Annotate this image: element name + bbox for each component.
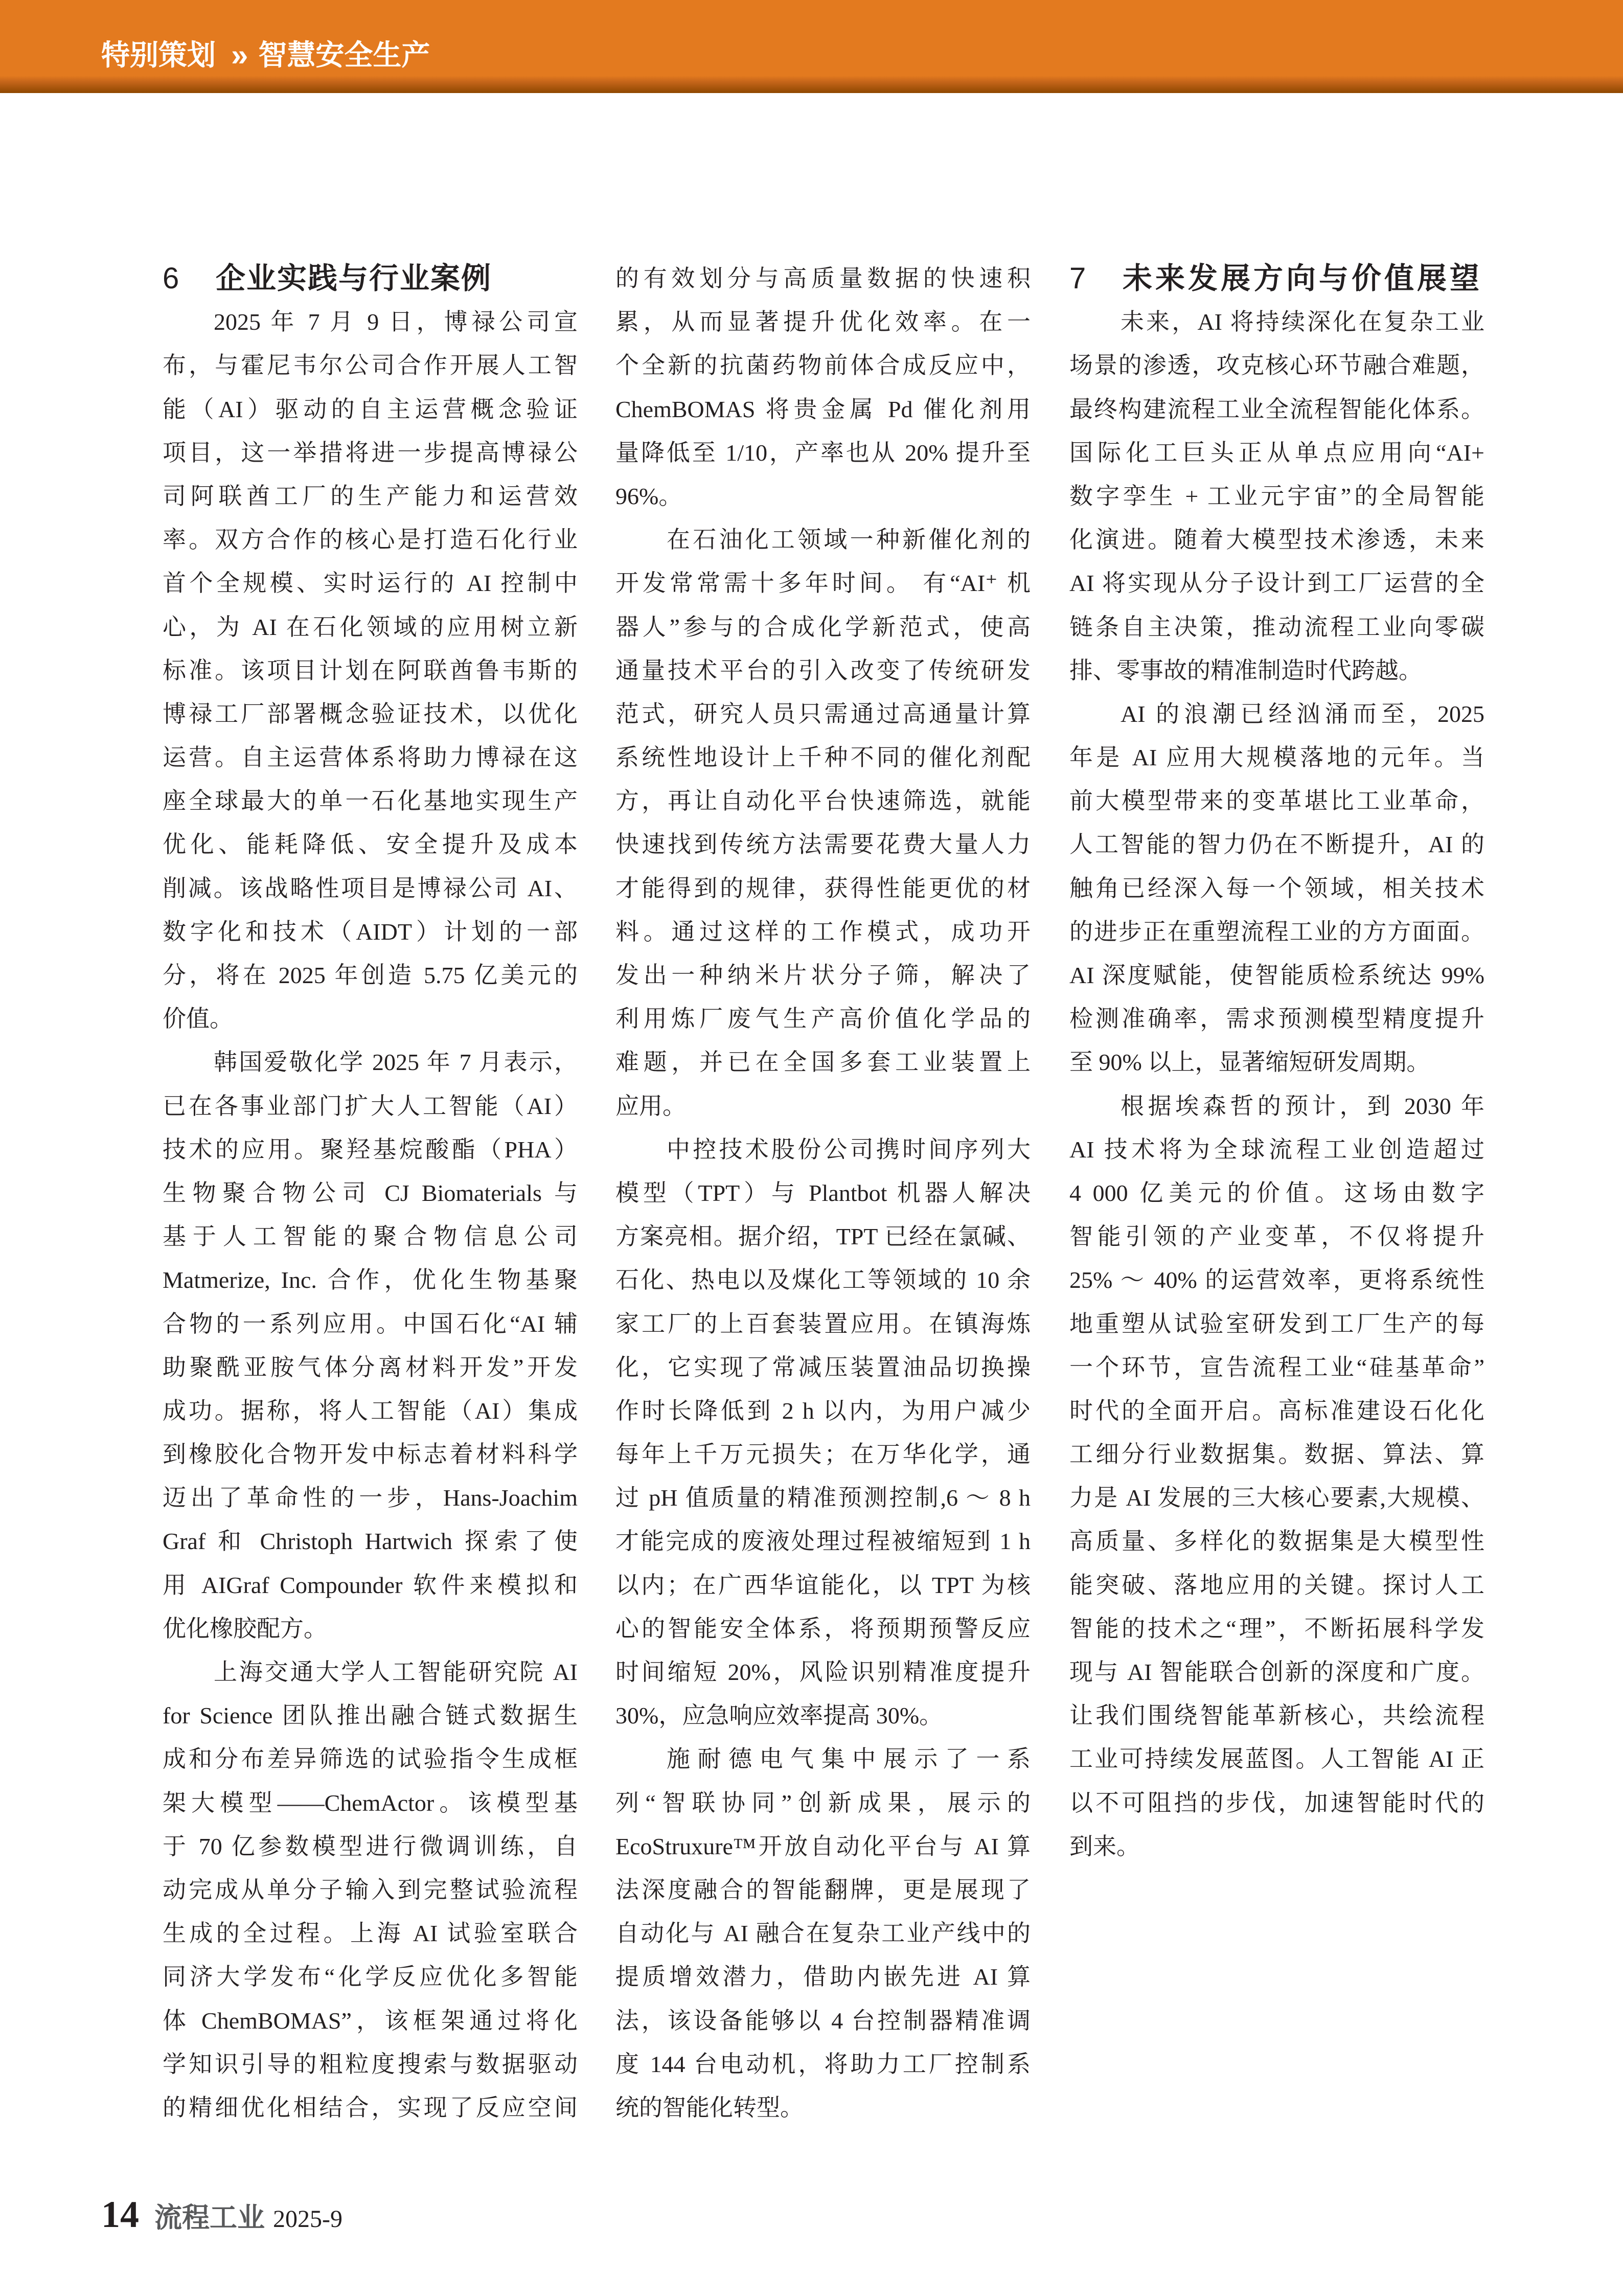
text-line: 工业可持续发展蓝图。人工智能 AI 正 [1069,1746,1484,1772]
text-line: 布，与霍尼韦尔公司合作开展人工智 [163,352,578,379]
text-line: 合物的一系列应用。中国石化“AI 辅 [163,1310,578,1337]
text-line: 施耐德电气集中展示了一系 [667,1746,1031,1772]
text-line: 25% ～ 40% 的运营效率，更将系统性 [1069,1267,1484,1293]
column-body [615,257,1031,2129]
section-number: 6 [163,262,179,295]
text-line: 司阿联酋工厂的生产能力和运营效 [163,483,578,509]
paragraph [615,518,1031,1128]
column-body [163,300,578,2129]
column-1 [163,257,578,2129]
paragraph [615,1128,1031,1738]
text-line: 个全新的抗菌药物前体合成反应中， [615,352,1031,379]
text-line: 过 pH 值质量的精准预测控制,6 ～ 8 h [615,1485,1031,1511]
text-line: 学知识引导的粗粒度搜索与数据驱动 [163,2051,578,2077]
text-line: 范式，研究人员只需通过高通量计算 [615,700,1031,727]
text-line: 动完成从单分子输入到完整试验流程 [163,1876,578,1903]
text-line: 博禄工厂部署概念验证技术，以优化 [163,700,578,727]
text-line: AI 技术将为全球流程工业创造超过 [1069,1136,1484,1163]
text-line: 前大模型带来的变革堪比工业革命， [1069,788,1484,814]
text-line: 开发常常需十多年时间。 有“AI⁺ 机 [615,570,1031,597]
text-line: 生成的全过程。上海 AI 试验室联合 [163,1920,578,1947]
text-line: 心的智能安全体系，将预期预警反应 [615,1615,1031,1642]
text-line: 作时长降低到 2 h 以内，为用户减少 [615,1397,1031,1424]
page-number: 14 [101,2194,139,2236]
text-line: 时代的全面开启。高标准建设石化化 [1069,1397,1484,1424]
text-line: 心，为 AI 在石化领域的应用树立新 [163,613,578,640]
text-line: 在石油化工领域一种新催化剂的 [667,527,1031,553]
text-line: 标准。该项目计划在阿联酋鲁韦斯的 [163,657,578,684]
text-line: Matmerize, Inc. 合作，优化生物基聚 [163,1267,578,1293]
paragraph [615,1737,1031,2129]
text-line: 人工智能的智力仍在不断提升，AI 的 [1069,831,1484,858]
section-topic: 智慧安全生产 [258,39,430,71]
text-line: 助聚酰亚胺气体分离材料开发”开发 [163,1354,578,1380]
paragraph [163,1040,578,1650]
text-line: 到橡胶化合物开发中标志着材料科学 [163,1441,578,1468]
text-line: 未来，AI 将持续深化在复杂工业 [1121,309,1484,335]
column-2 [615,257,1031,2129]
text-line: 的进步正在重塑流程工业的方方面面。 [1069,918,1484,945]
text-line: 30%，应急响应效率提高 30%。 [615,1702,943,1729]
text-line: 分，将在 2025 年创造 5.75 亿美元的 [163,962,578,988]
text-line: 韩国爱敬化学 2025 年 7 月表示， [214,1049,578,1076]
text-line: 2025 年 7 月 9 日，博禄公司宣 [214,309,578,335]
text-line: 生物聚合物公司 CJ Biomaterials 与 [163,1179,578,1206]
text-line: 用 AIGraf Compounder 软件来模拟和 [163,1572,578,1598]
text-line: 模型（TPT）与 Plantbot 机器人解决 [615,1179,1031,1206]
text-line: 最终构建流程工业全流程智能化体系。 [1069,396,1484,422]
text-line: 体 ChemBOMAS”，该框架通过将化 [163,2007,578,2034]
text-line: 累，从而显著提升优化效率。在一 [615,309,1031,335]
text-line: 国际化工巨头正从单点应用向“AI+ [1069,439,1484,466]
section-title: 企业实践与行业案例 [216,262,492,295]
text-line: 以不可阻挡的步伐，加速智能时代的 [1069,1789,1484,1816]
text-line: 化，它实现了常减压装置油品切换操 [615,1354,1031,1380]
text-line: 到来。 [1069,1833,1140,1859]
text-line: 排、零事故的精准制造时代跨越。 [1069,657,1422,684]
text-line: 料。通过这样的工作模式，成功开 [615,918,1031,945]
text-line: 技术的应用。聚羟基烷酸酯（PHA） [163,1136,578,1163]
text-line: 让我们围绕智能革新核心，共绘流程 [1069,1702,1484,1729]
section-title: 未来发展方向与价值展望 [1123,262,1483,295]
publication-name: 流程工业 [154,2202,265,2233]
text-line: 数字孪生 + 工业元宇宙”的全局智能 [1069,483,1484,509]
section-heading [1069,257,1484,300]
text-line: 方，再让自动化平台快速筛选，就能 [615,788,1031,814]
text-line: Graf 和 Christoph Hartwich 探索了使 [163,1528,578,1555]
text-line: 4 000 亿美元的价值。这场由数字 [1069,1179,1484,1206]
text-line: 化演进。随着大模型技术渗透，未来 [1069,527,1484,553]
paragraph [615,257,1031,518]
text-line: 数字化和技术（AIDT）计划的一部 [163,918,578,945]
column-body [1069,300,1484,1868]
text-line: 成功。据称，将人工智能（AI）集成 [163,1397,578,1424]
text-line: 迈出了革命性的一步，Hans-Joachim [163,1485,578,1511]
text-line: 力是 AI 发展的三大核心要素,大规模、 [1069,1485,1484,1511]
text-line: 通量技术平台的引入改变了传统研发 [615,657,1031,684]
text-line: AI 将实现从分子设计到工厂运营的全 [1069,570,1484,597]
text-line: 家工厂的上百套装置应用。在镇海炼 [615,1310,1031,1337]
text-line: 触角已经深入每一个领域，相关技术 [1069,875,1484,901]
issue-number: 2025-9 [273,2206,342,2233]
text-line: AI 的浪潮已经汹涌而至，2025 [1121,700,1484,727]
text-line: 量降低至 1/10，产率也从 20% 提升至 [615,439,1031,466]
text-line: 现与 AI 智能联合创新的深度和广度。 [1069,1659,1484,1685]
text-line: 同济大学发布“化学反应优化多智能 [163,1964,578,1990]
text-line: 每年上千万元损失；在万华化学，通 [615,1441,1031,1468]
paragraph [1069,692,1484,1084]
text-line: 方案亮相。据介绍，TPT 已经在氯碱、 [615,1223,1031,1250]
text-line: AI 深度赋能，使智能质检系统达 99% [1069,962,1484,988]
banner-title [101,40,430,70]
text-line: 96%。 [615,483,682,509]
text-line: 应用。 [615,1093,686,1119]
text-line: 率。双方合作的核心是打造石化行业 [163,527,578,553]
text-line: 提质增效潜力，借助内嵌先进 AI 算 [615,1964,1031,1990]
text-line: 价值。 [163,1006,233,1032]
text-line: 难题，并已在全国多套工业装置上 [615,1049,1031,1076]
text-line: 优化橡胶配方。 [163,1615,327,1642]
text-line: 链条自主决策，推动流程工业向零碳 [1069,613,1484,640]
text-line: 成和分布差异筛选的试验指令生成框 [163,1746,578,1772]
text-line: 的精细优化相结合，实现了反应空间 [163,2094,578,2121]
text-line: 利用炼厂废气生产高价值化学品的 [615,1006,1031,1032]
text-line: 快速找到传统方法需要花费大量人力 [615,831,1031,858]
text-line: 器人”参与的合成化学新范式，使高 [615,613,1031,640]
paragraph [163,1650,578,2129]
double-chevron-icon: » [231,38,245,72]
text-line: 度 144 台电动机，将助力工厂控制系 [615,2051,1031,2077]
text-line: 才能完成的废液处理过程被缩短到 1 h [615,1528,1031,1555]
text-line: 座全球最大的单一石化基地实现生产 [163,788,578,814]
text-line: 时间缩短 20%，风险识别精准度提升 [615,1659,1031,1685]
text-line: 智能引领的产业变革，不仅将提升 [1069,1223,1484,1250]
column-3 [1069,257,1484,1868]
text-line: 能（AI）驱动的自主运营概念验证 [163,396,578,422]
section-number: 7 [1069,262,1086,295]
text-line: 中控技术股份公司携时间序列大 [667,1136,1031,1163]
text-line: 工细分行业数据集。数据、算法、算 [1069,1441,1484,1468]
text-line: for Science 团队推出融合链式数据生 [163,1702,578,1729]
text-line: 上海交通大学人工智能研究院 AI [214,1659,578,1685]
text-line: 根据埃森哲的预计，到 2030 年 [1121,1093,1484,1119]
text-line: 地重塑从试验室研发到工厂生产的每 [1069,1310,1484,1337]
paragraph [1069,1084,1484,1868]
text-line: 石化、热电以及煤化工等领域的 10 余 [615,1267,1031,1293]
text-line: 检测准确率，需求预测模型精度提升 [1069,1006,1484,1032]
text-line: 自动化与 AI 融合在复杂工业产线中的 [615,1920,1031,1947]
text-line: 一个环节，宣告流程工业“硅基革命” [1069,1354,1484,1380]
text-line: 削减。该战略性项目是博禄公司 AI、 [163,875,578,901]
text-line: 才能得到的规律，获得性能更优的材 [615,875,1031,901]
paragraph [163,300,578,1040]
text-line: 法深度融合的智能翻牌，更是展现了 [615,1876,1031,1903]
text-line: 已在各事业部门扩大人工智能（AI） [163,1093,578,1119]
text-line: 统的智能化转型。 [615,2094,804,2121]
paragraph [1069,300,1484,692]
text-line: 架大模型——ChemActor。该模型基 [163,1789,578,1816]
text-line: ChemBOMAS 将贵金属 Pd 催化剂用 [615,396,1031,422]
page-footer [101,2193,342,2239]
text-line: 的有效划分与高质量数据的快速积 [615,265,1031,291]
text-line: 系统性地设计上千种不同的催化剂配 [615,744,1031,771]
text-line: 法，该设备能够以 4 台控制器精准调 [615,2007,1031,2034]
text-line: 首个全规模、实时运行的 AI 控制中 [163,570,578,597]
text-line: 基于人工智能的聚合物信息公司 [163,1223,578,1250]
text-line: 智能的技术之“理”，不断拓展科学发 [1069,1615,1484,1642]
text-line: 至 90% 以上，显著缩短研发周期。 [1069,1049,1430,1076]
section-label: 特别策划 [101,39,216,71]
section-banner [0,0,1623,93]
text-line: 年是 AI 应用大规模落地的元年。当 [1069,744,1484,771]
text-line: 以内；在广西华谊能化，以 TPT 为核 [615,1572,1031,1598]
text-line: 列“智联协同”创新成果，展示的 [615,1789,1031,1816]
text-line: 优化、能耗降低、安全提升及成本 [163,831,578,858]
text-line: 能突破、落地应用的关键。探讨人工 [1069,1572,1484,1598]
text-line: 项目，这一举措将进一步提高博禄公 [163,439,578,466]
text-line: 高质量、多样化的数据集是大模型性 [1069,1528,1484,1555]
text-line: 场景的渗透，攻克核心环节融合难题， [1069,352,1484,379]
text-line: 于 70 亿参数模型进行微调训练，自 [163,1833,578,1859]
text-line: 发出一种纳米片状分子筛，解决了 [615,962,1031,988]
text-line: 运营。自主运营体系将助力博禄在这 [163,744,578,771]
section-heading [163,257,578,300]
text-line: EcoStruxure™开放自动化平台与 AI 算 [615,1833,1031,1859]
